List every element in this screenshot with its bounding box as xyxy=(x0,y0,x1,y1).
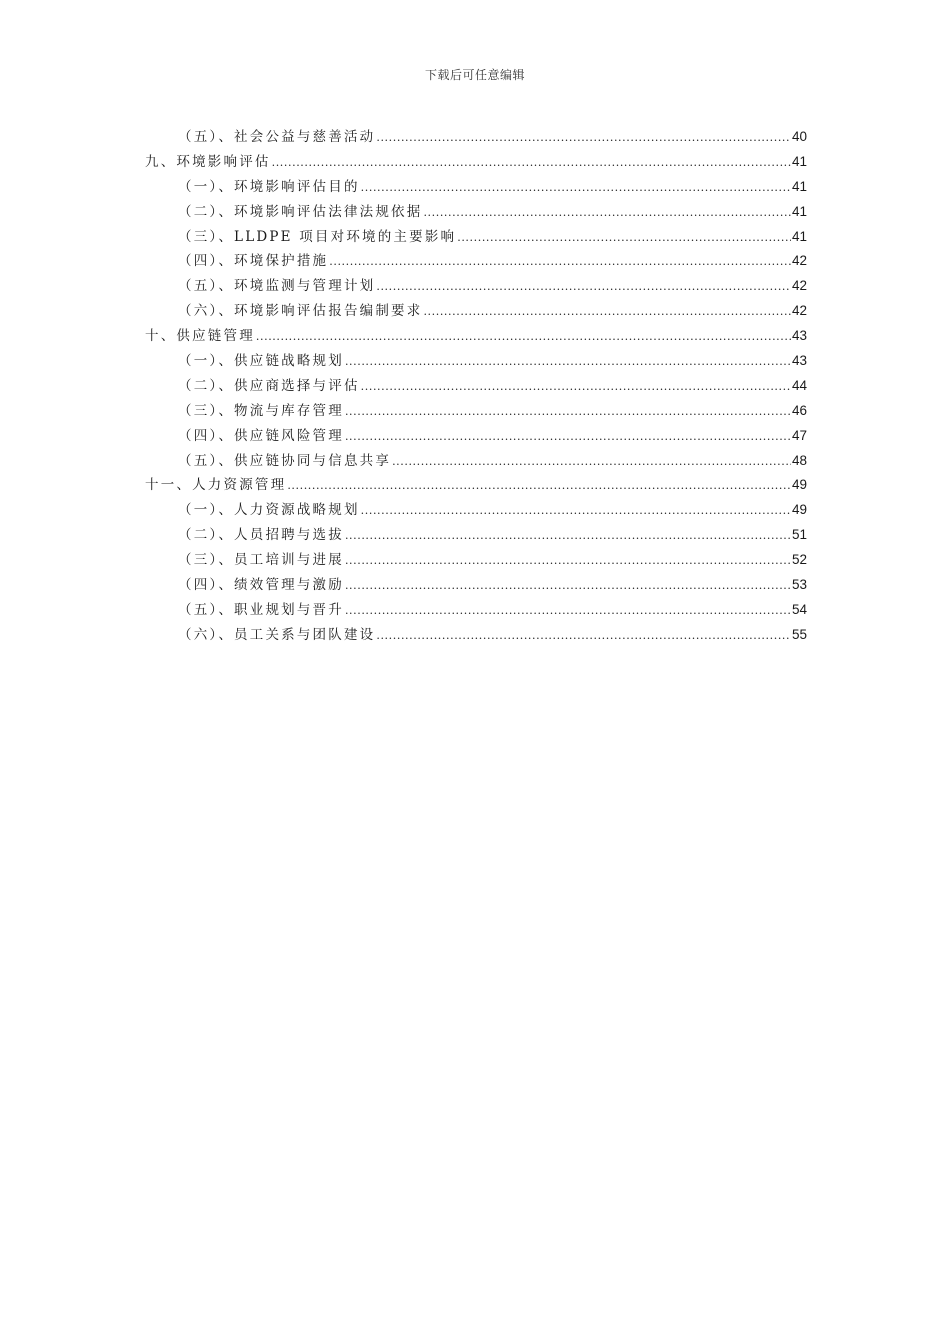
toc-entry-label: （五）、社会公益与慈善活动 xyxy=(178,129,376,145)
toc-entry-label: （五）、供应链协同与信息共享 xyxy=(178,452,392,469)
toc-dot-leader xyxy=(345,549,791,574)
toc-page-number: 41 xyxy=(791,228,807,244)
toc-section-entry[interactable] xyxy=(145,274,807,299)
toc-page-number: 41 xyxy=(791,203,807,219)
toc-entry-label: （五）、环境监测与管理计划 xyxy=(178,278,376,295)
toc-dot-leader xyxy=(345,599,791,624)
toc-chapter-entry[interactable] xyxy=(145,324,807,349)
toc-section-entry[interactable] xyxy=(145,623,807,648)
toc-dot-leader xyxy=(376,275,791,300)
toc-page-number: 53 xyxy=(791,577,807,593)
toc-section-entry[interactable] xyxy=(145,523,807,548)
toc-entry-label: （四）、供应链风险管理 xyxy=(178,427,344,444)
toc-section-entry[interactable] xyxy=(145,125,807,150)
toc-page-number: 44 xyxy=(791,377,807,393)
toc-section-entry[interactable] xyxy=(145,200,807,225)
toc-entry-label: （四）、环境保护措施 xyxy=(178,253,329,270)
toc-entry-label: （一）、供应链战略规划 xyxy=(178,353,344,370)
toc-page-number: 49 xyxy=(791,502,807,518)
toc-page-number: 43 xyxy=(791,328,807,344)
toc-dot-leader xyxy=(423,300,791,325)
toc-page-number: 51 xyxy=(791,527,807,543)
toc-section-entry[interactable] xyxy=(145,374,807,399)
toc-page-number: 42 xyxy=(791,253,807,269)
toc-dot-leader xyxy=(345,574,791,599)
toc-page-number: 49 xyxy=(791,477,807,493)
toc-section-entry[interactable] xyxy=(145,349,807,374)
toc-dot-leader xyxy=(345,350,791,375)
toc-entry-label: （四）、绩效管理与激励 xyxy=(178,577,344,594)
toc-dot-leader xyxy=(457,226,791,251)
toc-section-entry[interactable] xyxy=(145,573,807,598)
toc-dot-leader xyxy=(287,474,791,499)
toc-page-number: 55 xyxy=(791,626,807,642)
toc-section-entry[interactable] xyxy=(145,598,807,623)
toc-dot-leader xyxy=(423,201,791,226)
toc-page-number: 48 xyxy=(791,452,807,468)
toc-chapter-entry[interactable] xyxy=(145,150,807,175)
toc-page-number: 54 xyxy=(791,601,807,617)
toc-entry-label: （三）、员工培训与进展 xyxy=(178,552,344,569)
toc-dot-leader xyxy=(345,400,791,425)
toc-dot-leader xyxy=(345,425,791,450)
toc-entry-label: 十一、人力资源管理 xyxy=(145,477,287,494)
toc-dot-leader xyxy=(392,450,791,475)
toc-entry-label: （二）、供应商选择与评估 xyxy=(178,377,360,394)
toc-dot-leader xyxy=(272,151,791,176)
toc-entry-label: 十、供应链管理 xyxy=(145,328,255,345)
toc-section-entry[interactable] xyxy=(145,225,807,250)
toc-dot-leader xyxy=(329,250,791,275)
toc-entry-label: （五）、职业规划与晋升 xyxy=(178,601,344,618)
toc-section-entry[interactable] xyxy=(145,548,807,573)
toc-page-number: 41 xyxy=(791,178,807,194)
toc-dot-leader xyxy=(376,624,791,649)
toc-dot-leader xyxy=(361,375,791,400)
toc-entry-label: （二）、人员招聘与选拔 xyxy=(178,527,344,544)
toc-section-entry[interactable] xyxy=(145,449,807,474)
toc-page-number: 52 xyxy=(791,552,807,568)
page-header: 下载后可任意编辑 xyxy=(424,68,525,82)
toc-section-entry[interactable] xyxy=(145,424,807,449)
toc-dot-leader xyxy=(361,499,791,524)
table-of-contents xyxy=(145,125,807,648)
toc-entry-label: （六）、员工关系与团队建设 xyxy=(178,626,376,643)
toc-dot-leader xyxy=(256,325,791,350)
toc-entry-label: （二）、环境影响评估法律法规依据 xyxy=(178,203,423,220)
toc-dot-leader xyxy=(376,126,791,151)
toc-entry-label: （六）、环境影响评估报告编制要求 xyxy=(178,303,423,320)
toc-page-number: 43 xyxy=(791,353,807,369)
toc-page-number: 42 xyxy=(791,278,807,294)
toc-section-entry[interactable] xyxy=(145,498,807,523)
toc-page-number: 41 xyxy=(791,153,807,169)
toc-entry-label: （一）、环境影响评估目的 xyxy=(178,178,360,195)
toc-chapter-entry[interactable] xyxy=(145,473,807,498)
toc-section-entry[interactable] xyxy=(145,249,807,274)
toc-dot-leader xyxy=(345,524,791,549)
toc-entry-label: （三）、物流与库存管理 xyxy=(178,402,344,419)
toc-section-entry[interactable] xyxy=(145,299,807,324)
toc-dot-leader xyxy=(361,176,791,201)
toc-section-entry[interactable] xyxy=(145,399,807,424)
toc-page-number: 42 xyxy=(791,303,807,319)
toc-page-number: 46 xyxy=(791,402,807,418)
toc-page-number: 40 xyxy=(791,129,807,144)
toc-entry-label: （一）、人力资源战略规划 xyxy=(178,502,360,519)
toc-page-number: 47 xyxy=(791,427,807,443)
toc-entry-label: （三）、LLDPE 项目对环境的主要影响 xyxy=(178,228,457,245)
toc-section-entry[interactable] xyxy=(145,175,807,200)
toc-entry-label: 九、环境影响评估 xyxy=(145,153,271,170)
